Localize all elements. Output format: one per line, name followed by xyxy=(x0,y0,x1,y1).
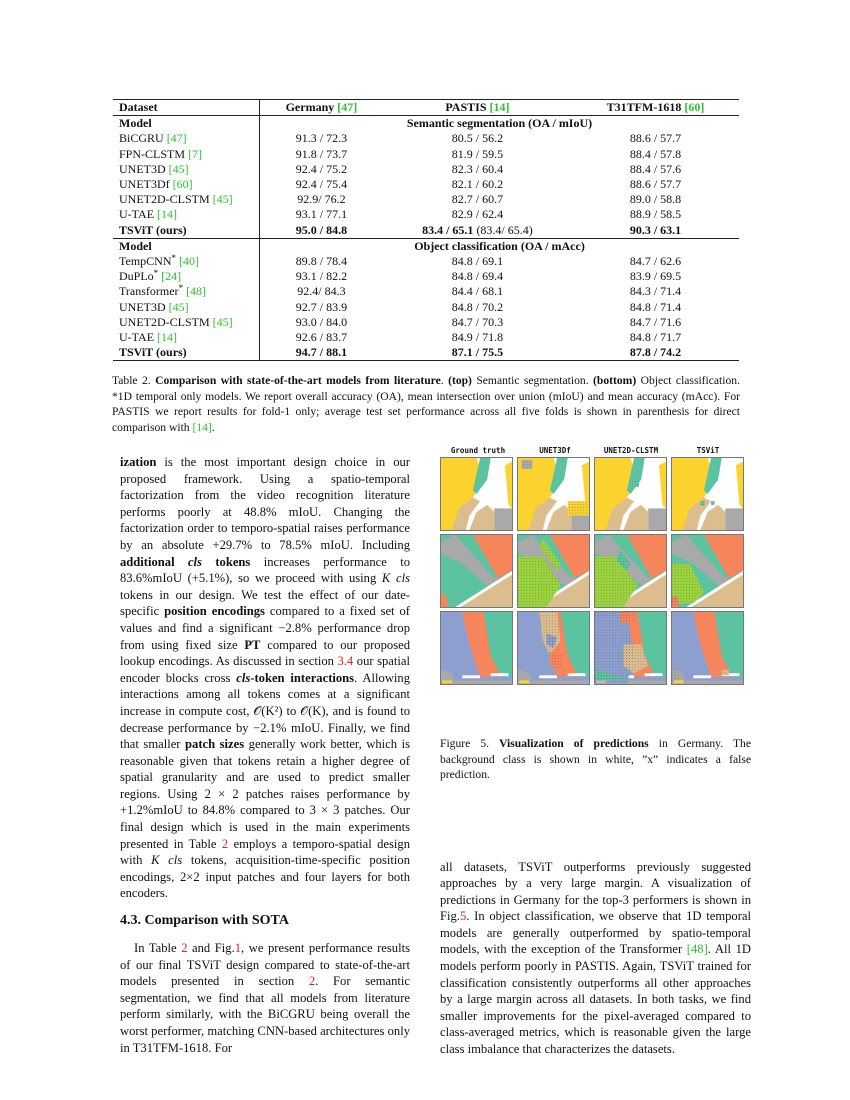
cell-germany: 91.3 / 72.3 xyxy=(295,131,348,146)
table-row xyxy=(113,315,739,330)
body-paragraph xyxy=(120,454,410,902)
text-run: cls xyxy=(236,670,251,685)
cell-pastis: 84.4 / 68.1 xyxy=(451,284,504,299)
header-t31: T31TFM-1618 [60] xyxy=(572,100,739,116)
figure-predictions xyxy=(440,446,750,690)
citation-link[interactable]: [45] xyxy=(212,192,233,207)
cell-t31: 88.6 / 57.7 xyxy=(629,131,682,146)
cell-pastis: 84.7 / 70.3 xyxy=(451,314,504,329)
text-run: cls xyxy=(187,554,202,569)
citation-link[interactable]: [14] xyxy=(157,330,178,345)
text-run: additional xyxy=(120,554,188,569)
left-column xyxy=(120,454,410,1056)
model-name: Transformer* [48] xyxy=(113,284,260,299)
citation-link[interactable]: [45] xyxy=(212,314,233,329)
model-name: UNET3D [45] xyxy=(113,300,260,315)
table-row xyxy=(113,269,739,284)
reference-link[interactable]: [14] xyxy=(192,420,212,434)
model-name: TSViT (ours) xyxy=(113,345,260,361)
section-model-label: Model xyxy=(113,238,260,254)
citation-link[interactable]: [48] xyxy=(186,284,207,299)
prediction-map xyxy=(594,457,667,531)
reference-link[interactable]: 2 xyxy=(308,974,316,989)
prediction-map xyxy=(671,534,744,608)
citation-link[interactable]: [14] xyxy=(489,100,510,114)
reference-link[interactable]: 2 xyxy=(181,941,188,956)
text-run: all datasets, TSViT outperforms previously suggested approaches by a very large margin. A visualization of predictions in Germany for the top-3 performers is shown in Fig. xyxy=(440,859,751,924)
prediction-map xyxy=(671,611,744,685)
prediction-map xyxy=(671,457,744,531)
cell-t31: 90.3 / 63.1 xyxy=(629,222,682,237)
table-row xyxy=(113,300,739,315)
text-run: and Fig. xyxy=(187,941,235,956)
cell-pastis: 83.4 / 65.1 (83.4/ 65.4) xyxy=(422,222,533,237)
table-row xyxy=(113,162,739,177)
text-run: our spatial encoder blocks cross xyxy=(120,654,410,685)
text-run: In Table xyxy=(134,941,182,956)
section-title: Semantic segmentation (OA / mIoU) xyxy=(260,116,740,132)
figure-caption xyxy=(440,736,751,783)
cell-germany: 92.4 / 75.4 xyxy=(295,177,348,192)
body-paragraph xyxy=(120,940,410,1056)
text-run: tokens, acquisition-time-specific position encodings, 2×2 input patches and four layers for both encoders. xyxy=(120,853,410,901)
text-run: in Germany. The background class is shown in white, ”x” indicates a false prediction. xyxy=(440,737,752,781)
text-run: generally work better, which is reasonable given that tokens retain a higher degree of spatial granularity and are used to predict smaller regions. Using 2 × 2 patches raises performance by +1.2%mIoU to 84.8% compared to 3 × 3 patches. Our final design which is used in the main experiments presented in Table xyxy=(120,737,411,851)
cell-germany: 89.8 / 78.4 xyxy=(295,254,348,269)
cell-t31: 84.7 / 62.6 xyxy=(629,254,682,269)
cell-pastis: 82.9 / 62.4 xyxy=(451,207,504,222)
reference-link[interactable]: 3.4 xyxy=(337,654,354,669)
text-run: Semantic segmentation. xyxy=(471,374,594,388)
cell-germany: 95.0 / 84.8 xyxy=(295,222,348,237)
citation-link[interactable]: [45] xyxy=(168,161,189,176)
section-title: Object classification (OA / mAcc) xyxy=(260,238,740,254)
text-run: employs a temporo-spatial design with xyxy=(120,836,410,868)
cell-germany: 92.6 / 83.7 xyxy=(295,330,348,345)
prediction-map xyxy=(440,457,513,531)
model-name: DuPLo* [24] xyxy=(113,269,260,284)
text-run: (top) xyxy=(448,374,472,388)
text-run: K cls xyxy=(151,853,183,868)
citation-link[interactable]: [47] xyxy=(337,100,358,114)
citation-link[interactable]: [47] xyxy=(166,131,187,146)
citation-link[interactable]: [45] xyxy=(168,299,189,314)
prediction-map xyxy=(517,611,590,685)
citation-link[interactable]: [40] xyxy=(179,254,199,269)
cell-t31: 84.8 / 71.7 xyxy=(629,330,682,345)
table-row xyxy=(113,177,739,192)
column-header: UNET2D-CLSTM xyxy=(603,446,659,455)
text-run: position encodings xyxy=(164,604,265,619)
reference-link[interactable]: 5 xyxy=(459,909,467,924)
table-row xyxy=(113,207,739,222)
model-name: TempCNN* [40] xyxy=(113,254,260,269)
table-row xyxy=(113,254,739,269)
citation-link[interactable]: [14] xyxy=(157,207,178,222)
text-run: tokens xyxy=(201,554,251,569)
model-name: U-TAE [14] xyxy=(113,207,260,222)
text-run: is the most important design choice in our proposed framework. Using a spatio-temporal factorization from the video recognition literature performs poorly at 48.8% mIoU. Changing the factorization order to temporo-spatial raises performance by an absolute +29.7% to 78.5% mIoU. Including xyxy=(120,455,410,552)
header-dataset: Dataset xyxy=(113,100,260,116)
model-name: UNET2D-CLSTM [45] xyxy=(113,315,260,330)
table-row xyxy=(113,330,739,345)
cell-pastis: 84.8 / 69.1 xyxy=(451,254,504,269)
text-run: Object classification. *1D temporal only models. We report overall accuracy (OA), mean intersection over union (mIoU) and mean accuracy (mAcc). For PASTIS we report results for fold-1 only; average test set performance across all five folds is shown in parenthesis for direct comparison with xyxy=(112,374,740,434)
citation-link[interactable]: [60] xyxy=(172,177,193,192)
prediction-map xyxy=(594,611,667,685)
reference-link[interactable]: 1 xyxy=(234,941,242,956)
cell-germany: 92.4 / 75.2 xyxy=(295,161,348,176)
text-run: . For semantic segmentation, we find that all models from literature perform similarly, with the BiCGRU being overall the worst performer, matching CNN-based architectures only in T31TFM-1618. For xyxy=(120,974,411,1055)
cell-pastis: 82.3 / 60.4 xyxy=(451,161,504,176)
text-run: . In object classification, we observe that 1D temporal models are generally outperformed by spatio-temporal models, with the exception of the Transformer xyxy=(440,909,751,957)
cell-germany: 93.1 / 77.1 xyxy=(295,207,348,222)
citation-link[interactable]: [7] xyxy=(188,146,203,161)
text-run: PT xyxy=(244,637,261,652)
citation-link[interactable]: [60] xyxy=(684,100,705,114)
text-run: . xyxy=(211,420,215,434)
text-run: ization xyxy=(120,455,157,469)
column-header: TSViT xyxy=(696,446,720,455)
cell-t31: 88.4 / 57.8 xyxy=(629,146,682,161)
cell-germany: 93.1 / 82.2 xyxy=(295,269,348,284)
section-model-label: Model xyxy=(113,116,260,132)
table-row xyxy=(113,131,739,146)
prediction-map xyxy=(517,457,590,531)
cell-germany: 92.9/ 76.2 xyxy=(297,192,346,207)
cell-t31: 84.8 / 71.4 xyxy=(629,299,682,314)
text-run: . xyxy=(440,374,449,388)
text-run: Figure 5. xyxy=(440,737,500,750)
table-row xyxy=(113,147,739,162)
cell-pastis: 82.1 / 60.2 xyxy=(451,177,504,192)
table-block xyxy=(112,99,740,435)
cell-pastis: 84.8 / 69.4 xyxy=(451,269,504,284)
text-run: Comparison with state-of-the-art models from literature xyxy=(155,374,441,388)
cell-germany: 94.7 / 88.1 xyxy=(260,345,383,361)
body-paragraph xyxy=(440,859,751,1058)
text-run: Visualization of predictions xyxy=(499,737,649,750)
cell-t31: 88.9 / 58.5 xyxy=(629,207,682,222)
cell-t31: 89.0 / 58.8 xyxy=(629,192,682,207)
cell-t31: 88.6 / 57.7 xyxy=(629,177,682,192)
cell-germany: 92.7 / 83.9 xyxy=(295,299,348,314)
model-name: BiCGRU [47] xyxy=(113,131,260,146)
text-run: patch sizes xyxy=(185,737,245,752)
text-run: -token interactions xyxy=(250,670,355,685)
results-table xyxy=(113,99,739,361)
cell-pastis: 84.8 / 70.2 xyxy=(451,299,504,314)
header-pastis: PASTIS [14] xyxy=(383,100,572,116)
table-row xyxy=(113,284,739,299)
reference-link[interactable]: [48] xyxy=(686,942,708,957)
cell-t31: 87.8 / 74.2 xyxy=(572,345,739,361)
text-run: , we present performance results of our final TSViT design compared to state-of-the-art models presented in section xyxy=(120,941,410,989)
reference-link[interactable]: 2 xyxy=(221,836,229,851)
cell-germany: 93.0 / 84.0 xyxy=(295,314,348,329)
text-run: . All 1D models perform poorly in PASTIS. Again, TSViT trained for classification consistently outperforms all other approaches by a large margin across all datasets. In both tasks, we find smaller improvements for the pixel-averaged compared to class-averaged metrics, which is reasonable given the large class imbalance that characterizes the datasets. xyxy=(440,942,751,1057)
text-run: . Allowing interactions among all tokens comes at a significant increase in compute cost, 𝒪(K²) to 𝒪(K), and is found to decrease performance by −2.1% mIoU. Finally, we find that smaller xyxy=(120,670,411,752)
prediction-map xyxy=(517,534,590,608)
text-run: tokens in our design. We test the effect of our date-specific xyxy=(120,587,410,619)
text-run: Table 2. xyxy=(112,374,156,388)
model-name: UNET3Df [60] xyxy=(113,177,260,192)
cell-pastis: 81.9 / 59.5 xyxy=(451,146,504,161)
column-header: UNET3Df xyxy=(539,446,571,455)
cell-t31: 84.3 / 71.4 xyxy=(629,284,682,299)
right-column xyxy=(440,446,751,1058)
prediction-map xyxy=(594,534,667,608)
cell-t31: 84.7 / 71.6 xyxy=(629,314,682,329)
cell-pastis: 82.7 / 60.7 xyxy=(451,192,504,207)
text-run: (bottom) xyxy=(593,374,637,388)
header-germany: Germany [47] xyxy=(260,100,383,116)
model-name: U-TAE [14] xyxy=(113,330,260,345)
model-name: UNET2D-CLSTM [45] xyxy=(113,192,260,207)
text-run: compared to our proposed lookup encodings. As discussed in section xyxy=(120,637,410,669)
cell-pastis: 80.5 / 56.2 xyxy=(451,131,504,146)
prediction-map xyxy=(440,611,513,685)
prediction-map xyxy=(440,534,513,608)
section-heading: 4.3. Comparison with SOTA xyxy=(120,913,289,929)
model-name: UNET3D [45] xyxy=(113,162,260,177)
text-run: increases performance to 83.6%mIoU (+5.1%), so we proceed with using xyxy=(120,554,410,586)
text-run: compared to a fixed set of values and find a significant −2.8% performance drop from using fixed size xyxy=(120,604,410,652)
model-name: TSViT (ours) xyxy=(113,223,260,239)
cell-pastis: 84.9 / 71.8 xyxy=(451,330,504,345)
cell-t31: 88.4 / 57.6 xyxy=(629,161,682,176)
column-header: Ground truth xyxy=(450,446,506,455)
text-run: K cls xyxy=(381,571,410,586)
model-name: FPN-CLSTM [7] xyxy=(113,147,260,162)
table-caption xyxy=(112,373,740,435)
citation-link[interactable]: [24] xyxy=(161,269,182,284)
cell-t31: 83.9 / 69.5 xyxy=(629,269,682,284)
cell-germany: 91.8 / 73.7 xyxy=(295,146,348,161)
table-row xyxy=(113,192,739,207)
cell-pastis: 87.1 / 75.5 xyxy=(383,345,572,361)
cell-germany: 92.4/ 84.3 xyxy=(297,284,346,299)
